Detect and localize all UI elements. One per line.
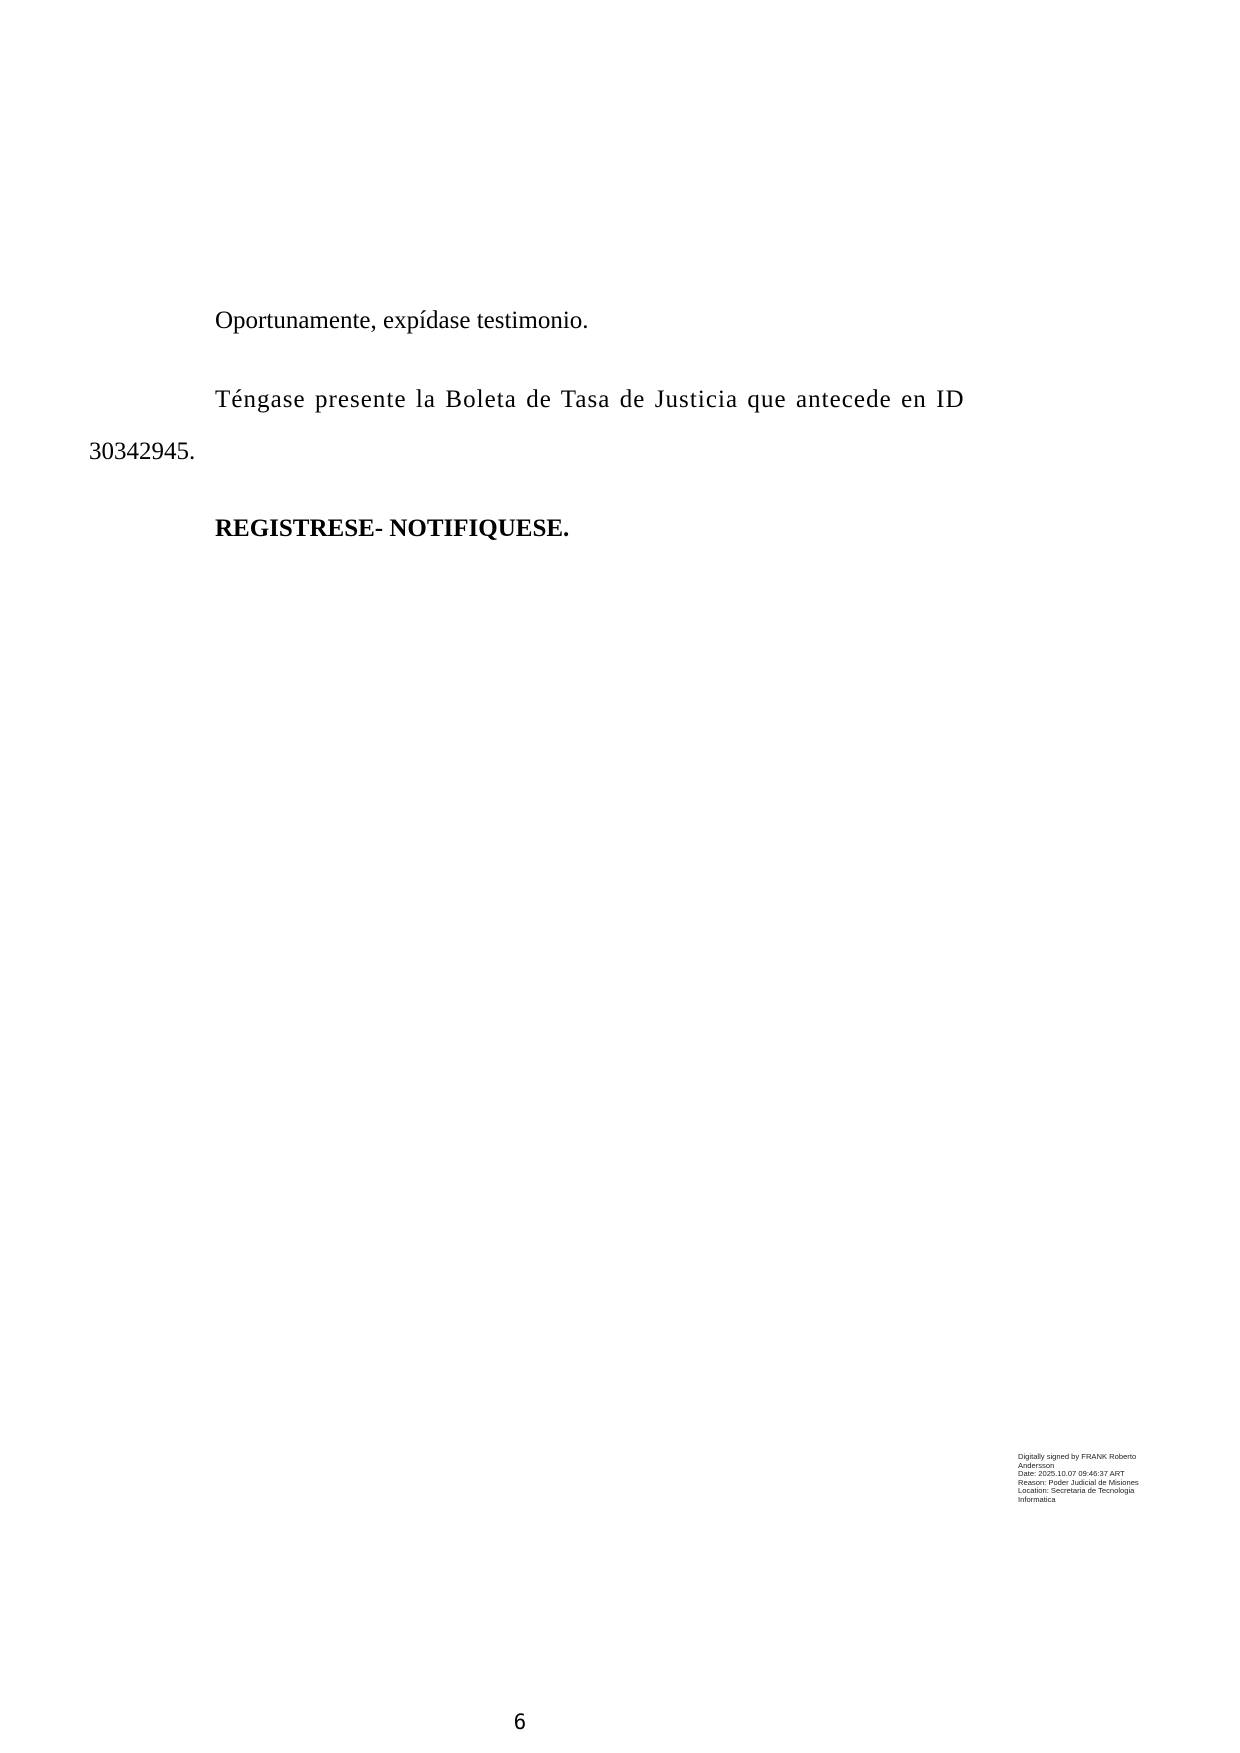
signature-line-reason: Reason: Poder Judicial de Misiones <box>1018 1477 1139 1487</box>
paragraph-boleta-line-2: 30342945. <box>89 438 196 465</box>
paragraph-boleta-line-1: Téngase presente la Boleta de Tasa de Justicia que antecede en ID <box>215 386 965 413</box>
signature-line-location: Location: Secretaria de Tecnologia <box>1018 1486 1135 1496</box>
digital-signature-block <box>1018 1453 1178 1505</box>
signature-line-date: Date: 2025.10.07 09:46:37 ART <box>1018 1469 1125 1479</box>
signature-line-location-cont: Informatica <box>1018 1494 1056 1504</box>
paragraph-testimonio: Oportunamente, expídase testimonio. <box>215 307 589 334</box>
paragraph-registrese: REGISTRESE- NOTIFIQUESE. <box>215 515 570 542</box>
signature-line-name: Andersson <box>1018 1460 1055 1470</box>
page-number: 6 <box>513 1710 527 1734</box>
signature-line-signed-by: Digitally signed by FRANK Roberto <box>1018 1452 1137 1461</box>
